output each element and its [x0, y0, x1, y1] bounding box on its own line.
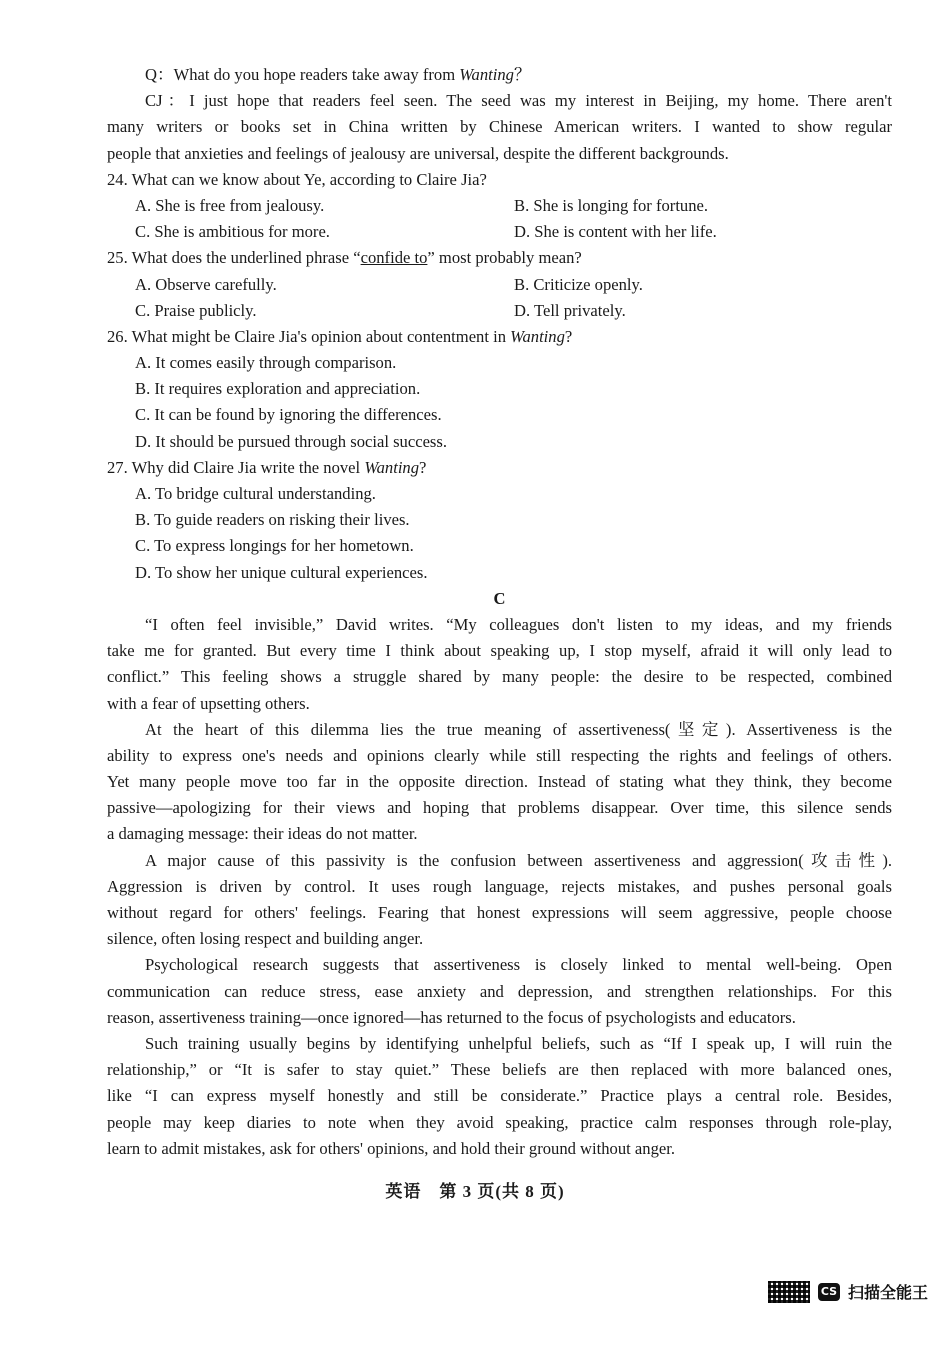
option-row	[107, 272, 892, 298]
option-d: D. She is content with her life.	[514, 222, 717, 242]
passage-line: relationship,” or “It is safer to stay quiet.” These beliefs are then replaced with more balanced ones,	[107, 1060, 892, 1080]
option-c: C. She is ambitious for more.	[135, 222, 330, 242]
watermark-text: 扫描全能王	[847, 1283, 928, 1302]
passage-line: communication can reduce stress, ease anxiety and depression, and strengthen relationships. For this	[107, 981, 892, 1001]
exam-page	[107, 62, 892, 1162]
passage-line: conflict.” This feeling shows a struggle shared by many people: the desire to be respected, combined	[107, 667, 892, 687]
option-c: C. Praise publicly.	[135, 300, 257, 320]
interview-answer-line: CJ：I just hope that readers feel seen. The seed was my interest in Beijing, my home. There aren't	[145, 91, 892, 111]
passage-line: Such training usually begins by identifying unhelpful beliefs, such as “If I speak up, I will ruin the	[145, 1033, 892, 1053]
option-b: B. Criticize openly.	[514, 274, 643, 294]
cs-logo-icon: CS	[818, 1283, 840, 1301]
passage-line: reason, assertiveness training—once ignored—has returned to the focus of psychologists and educators.	[107, 1007, 796, 1027]
option-d: D. Tell privately.	[514, 300, 626, 320]
passage-line: like “I can express myself honestly and still be considerate.” Practice plays a central role. Besides,	[107, 1086, 892, 1106]
passage-line: “I often feel invisible,” David writes. “My colleagues don't listen to my ideas, and my friends	[145, 614, 892, 634]
passage-line: At the heart of this dilemma lies the true meaning of assertiveness(坚定). Assertiveness is the	[145, 719, 892, 739]
passage-line: without regard for others' feelings. Fearing that honest expressions will seem aggressive, people choose	[107, 903, 892, 922]
option-c: C. To express longings for her hometown.	[135, 536, 414, 556]
passage-line: people may keep diaries to note when they avoid speaking, practice calm responses through role-play,	[107, 1112, 892, 1132]
passage-line: Aggression is driven by control. It uses rough language, rejects mistakes, and pushes personal goals	[107, 876, 892, 896]
passage-line: A major cause of this passivity is the confusion between assertiveness and aggression(攻击性).	[145, 850, 892, 870]
option-b: B. She is longing for fortune.	[514, 195, 709, 215]
passage-line: silence, often losing respect and building anger.	[107, 929, 424, 949]
option-a: A. She is free from jealousy.	[135, 195, 325, 215]
passage-line: learn to admit mistakes, ask for others' opinions, and hold their ground without anger.	[107, 1138, 675, 1158]
question-stem: 25. What does the underlined phrase “confide to” most probably mean?	[107, 248, 582, 268]
book-title: Wanting	[459, 65, 514, 84]
question-stem: 24. What can we know about Ye, according to Claire Jia?	[107, 169, 487, 189]
passage-line: ability to express one's needs and opinions clearly while still respecting the rights and feelings of others.	[107, 745, 892, 765]
question-stem: 27. Why did Claire Jia write the novel Wanting?	[107, 457, 427, 477]
option-a: A. It comes easily through comparison.	[135, 353, 397, 373]
interview-answer-line: people that anxieties and feelings of jealousy are universal, despite the different backgrounds.	[107, 143, 729, 163]
passage-line: with a fear of upsetting others.	[107, 693, 310, 713]
qr-code-icon	[768, 1281, 810, 1303]
page-footer: 英语 第 3 页(共 8 页)	[385, 1182, 565, 1201]
passage-line: Psychological research suggests that assertiveness is closely linked to mental well-being. Open	[145, 955, 892, 975]
option-c: C. It can be found by ignoring the differences.	[135, 405, 442, 425]
passage-line: a damaging message: their ideas do not matter.	[107, 824, 418, 844]
option-row	[107, 219, 892, 245]
passage-line: passive—apologizing for their views and hoping that problems disappear. Over time, this silence sends	[107, 798, 892, 818]
section-heading: C	[493, 588, 506, 608]
option-row	[107, 193, 892, 219]
option-a: A. Observe carefully.	[135, 274, 277, 294]
option-b: B. It requires exploration and appreciation.	[135, 379, 421, 399]
interview-question: Q：What do you hope readers take away from Wanting？	[145, 65, 531, 84]
interview-answer-line: many writers or books set in China written by Chinese American writers. I wanted to show regular	[107, 117, 892, 137]
option-b: B. To guide readers on risking their lives.	[135, 510, 410, 530]
option-row	[107, 298, 892, 324]
option-a: A. To bridge cultural understanding.	[135, 484, 376, 503]
option-d: D. It should be pursued through social success.	[135, 431, 447, 451]
scanner-watermark	[768, 1280, 928, 1303]
question-stem: 26. What might be Claire Jia's opinion about contentment in Wanting?	[107, 326, 573, 346]
passage-line: Yet many people move too far in the opposite direction. Instead of stating what they think, they become	[107, 772, 892, 792]
option-d: D. To show her unique cultural experiences.	[135, 562, 428, 582]
passage-line: take me for granted. But every time I think about speaking up, I stop myself, afraid it will only lead to	[107, 641, 892, 661]
